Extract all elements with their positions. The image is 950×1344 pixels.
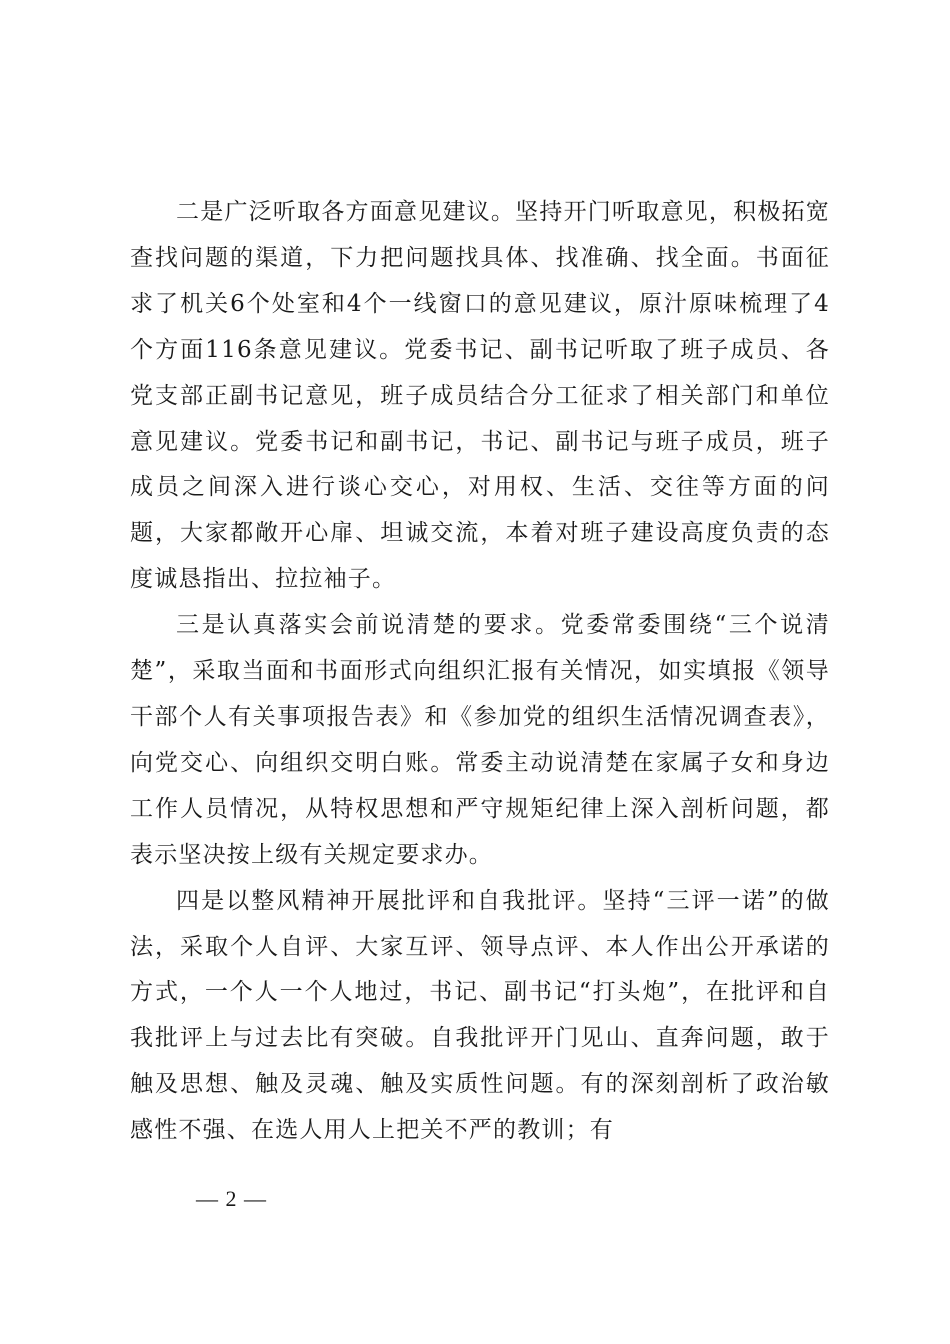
body-text <box>130 190 830 1154</box>
paragraph-clarify-requirements: 三是认真落实会前说清楚的要求。党委常委围绕“三个说清楚”，采取当面和书面形式向组织汇报有关情况，如实填报《领导干部个人有关事项报告表》和《参加党的组织生活情况调查表》，向党交心、向组织交明白账。常委主动说清楚在家属子女和身边工作人员情况，从特权思想和严守规矩纪律上深入剖析问题，都表示坚决按上级有关规定要求办。 <box>130 612 830 868</box>
page-number: — 2 — <box>196 1186 267 1211</box>
paragraph-opinions: 二是广泛听取各方面意见建议。坚持开门听取意见，积极拓宽查找问题的渠道，下力把问题找具体、找准确、找全面。书面征求了机关6个处室和4个一线窗口的意见建议，原汁原味梳理了4个方面116条意见建议。党委书记、副书记听取了班子成员、各党支部正副书记意见，班子成员结合分工征求了相关部门和单位意见建议。党委书记和副书记，书记、副书记与班子成员，班子成员之间深入进行谈心交心，对用权、生活、交往等方面的问题，大家都敞开心扉、坦诚交流，本着对班子建设高度负责的态度诚恳指出、拉拉袖子。 <box>130 199 830 593</box>
paragraph-criticism: 四是以整风精神开展批评和自我批评。坚持“三评一诺”的做法，采取个人自评、大家互评、领导点评、本人作出公开承诺的方式，一个人一个人地过，书记、副书记“打头炮”，在批评和自我批评上与过去比有突破。自我批评开门见山、直奔问题，敢于触及思想、触及灵魂、触及实质性问题。有的深刻剖析了政治敏感性不强、在选人用人上把关不严的教训；有 <box>130 887 830 1144</box>
